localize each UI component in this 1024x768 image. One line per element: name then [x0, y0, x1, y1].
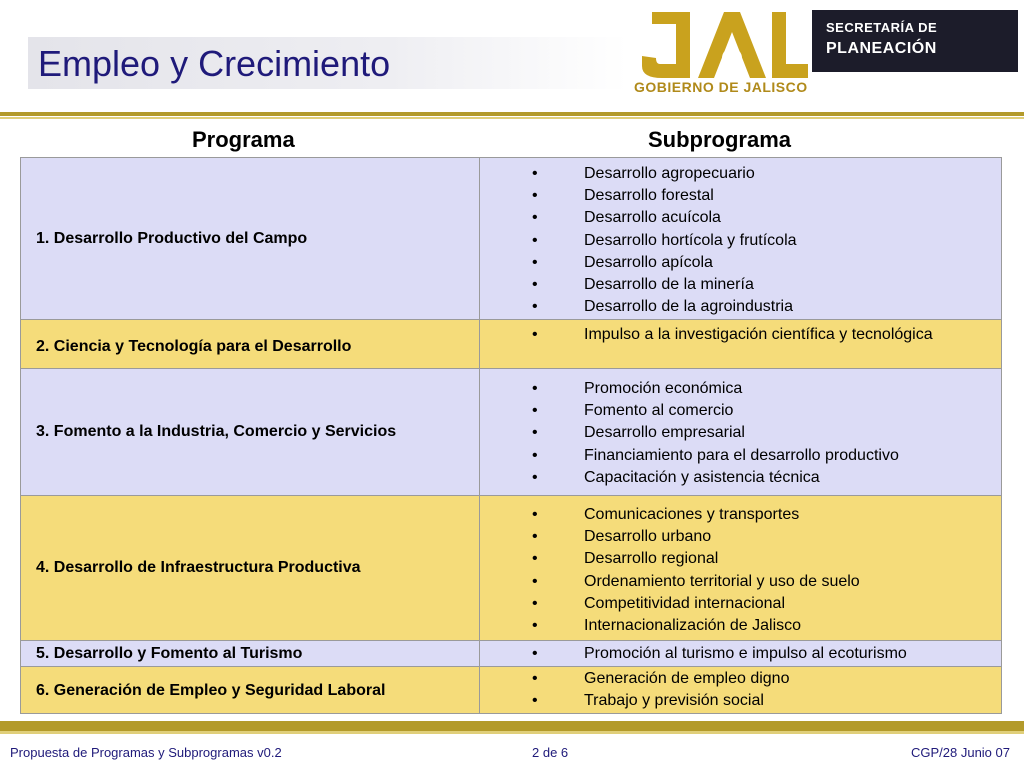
table-row: [20, 368, 1002, 495]
secretariat-line2: PLANEACIÓN: [826, 40, 937, 57]
list-item: • Desarrollo de la minería: [532, 275, 754, 293]
list-item: • Desarrollo forestal: [532, 187, 714, 205]
list-item: • Desarrollo apícola: [532, 253, 713, 271]
list-item: • Desarrollo regional: [532, 550, 719, 568]
list-item: • Fomento al comercio: [532, 402, 734, 420]
footer-page-number: 2 de 6: [532, 745, 569, 760]
list-item: • Promoción económica: [532, 380, 743, 397]
subprograma-cell: [480, 320, 1002, 368]
table-row: [20, 666, 1002, 714]
list-item: • Desarrollo acuícola: [532, 209, 721, 227]
list-item: • Capacitación y asistencia técnica: [532, 468, 820, 486]
table-row: [20, 157, 1002, 319]
column-header-subprograma: Subprograma: [648, 127, 792, 152]
list-item: • Desarrollo agropecuario: [532, 165, 755, 182]
programa-cell: 1. Desarrollo Productivo del Campo: [20, 158, 480, 319]
programa-cell: 4. Desarrollo de Infraestructura Productiva: [20, 496, 480, 640]
list-item: • Ordenamiento territorial y uso de suelo: [532, 572, 860, 590]
subprograma-cell: [480, 667, 1002, 714]
list-item: • Promoción al turismo e impulso al ecoturismo: [532, 645, 907, 662]
table-row: [20, 319, 1002, 368]
top-divider: [0, 112, 1024, 116]
page-title: Empleo y Crecimiento: [38, 43, 391, 84]
footer-date: CGP/28 Junio 07: [910, 745, 1010, 760]
subprograma-cell: [480, 641, 1002, 666]
top-divider-accent: [0, 117, 1024, 119]
bottom-divider: [0, 721, 1024, 731]
list-item: • Comunicaciones y transportes: [532, 506, 800, 523]
subprograma-cell: [480, 369, 1002, 495]
programa-cell: 3. Fomento a la Industria, Comercio y Servicios: [20, 369, 480, 495]
jal-wordmark-icon: [632, 6, 812, 80]
secretariat-badge: [812, 10, 1018, 72]
subprograma-cell: [480, 496, 1002, 640]
subprograma-cell: [480, 158, 1002, 319]
bottom-divider-accent: [0, 731, 1024, 734]
list-item: • Desarrollo empresarial: [532, 424, 745, 442]
list-item: • Competitividad internacional: [532, 594, 785, 612]
programa-cell: 2. Ciencia y Tecnología para el Desarrollo: [20, 320, 480, 368]
list-item: • Trabajo y previsión social: [532, 692, 764, 710]
logo-government-text: GOBIERNO DE JALISCO: [634, 79, 808, 95]
programa-cell: 6. Generación de Empleo y Seguridad Laboral: [20, 667, 480, 714]
table-row: [20, 640, 1002, 666]
programa-cell: 5. Desarrollo y Fomento al Turismo: [20, 641, 480, 666]
table-row: [20, 495, 1002, 640]
secretariat-line1: SECRETARÍA DE: [826, 20, 938, 35]
list-item: • Desarrollo urbano: [532, 528, 712, 546]
list-item: • Financiamiento para el desarrollo productivo: [532, 446, 899, 464]
column-header-programa: Programa: [192, 127, 295, 152]
list-item: • Internacionalización de Jalisco: [532, 616, 802, 634]
footer-document-name: Propuesta de Programas y Subprogramas v0.2: [10, 745, 282, 760]
list-item: • Desarrollo de la agroindustria: [532, 298, 793, 316]
list-item: • Generación de empleo digno: [532, 670, 790, 687]
list-item: • Desarrollo hortícola y frutícola: [532, 231, 797, 249]
list-item: • Impulso a la investigación científica y tecnológica: [532, 326, 933, 343]
